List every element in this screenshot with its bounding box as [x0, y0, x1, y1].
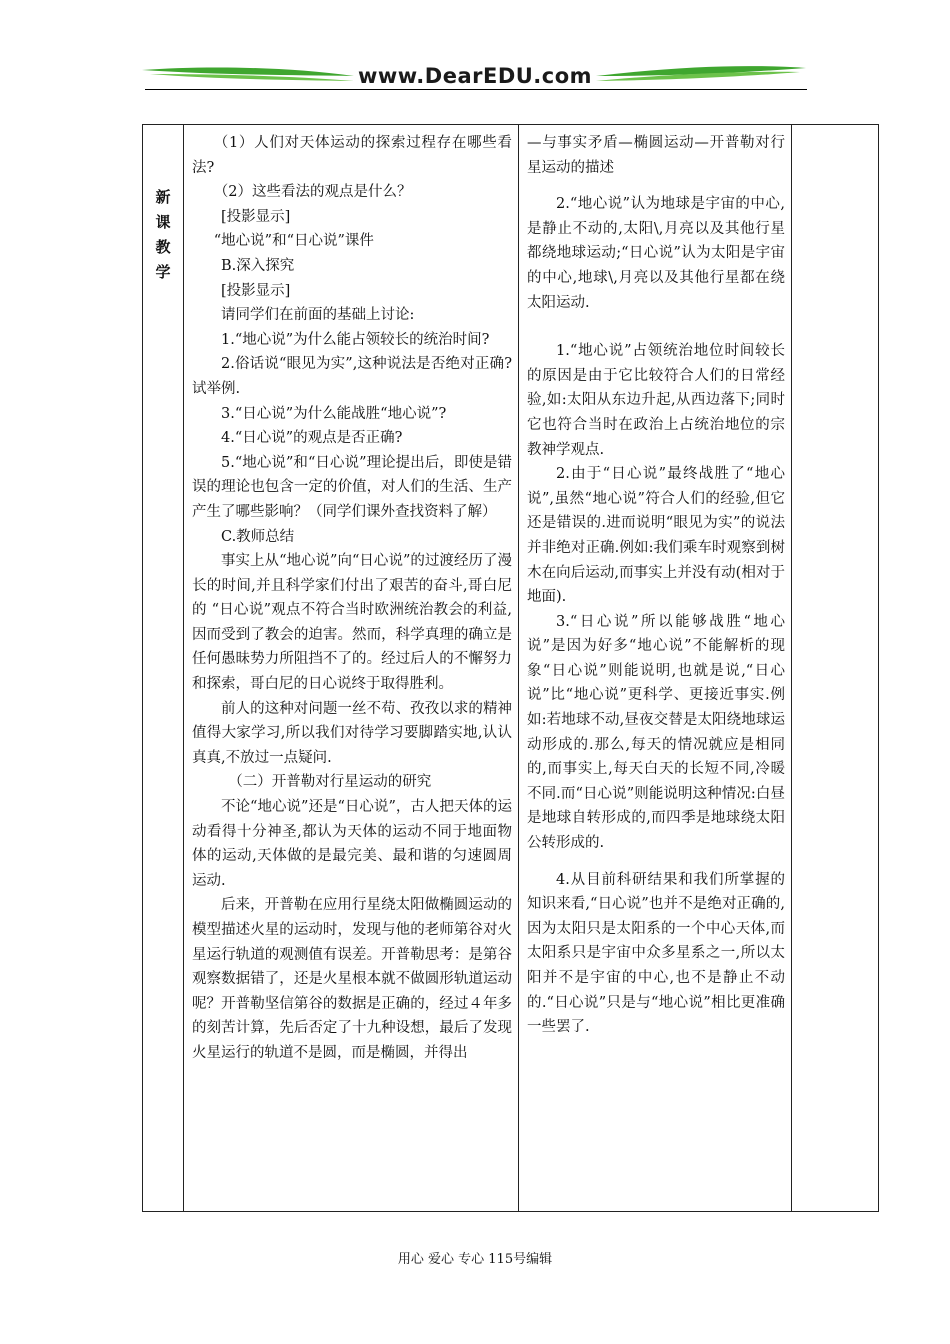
paragraph: 后来，开普勒在应用行星绕太阳做椭圆运动的模型描述火星的运动时，发现与他的老师第谷对火星运行轨道的观测值有误差。开普勒思考：是第谷观察数据错了，还是火星根本就不做圆形轨道运动呢？开普勒坚信第谷的数据是正确的，经过４年多的刻苦计算，先后否定了十九种设想，最后了发现火星运行的轨道不是圆，而是椭圆，并得出	[192, 897, 512, 1061]
paragraph: 4.“日心说”的观点是否正确?	[221, 430, 403, 447]
section-label-cell	[143, 125, 184, 1212]
header-rule	[145, 89, 807, 90]
spacer	[527, 180, 785, 192]
section-label-char: 教	[155, 238, 171, 256]
student-activity-text	[519, 125, 791, 1040]
notes-cell	[792, 125, 879, 1212]
page-header	[140, 60, 810, 96]
paragraph: 请同学们在前面的基础上讨论:	[221, 307, 415, 324]
paragraph: “地心说”和“日心说”课件	[213, 233, 374, 250]
paragraph: （1）人们对天体运动的探索过程存在哪些看法?	[192, 135, 512, 176]
paragraph: 前人的这种对问题一丝不苟、孜孜以求的精神值得大家学习,所以我们对待学习要脚踏实地,认认真真,不放过一点疑问.	[192, 700, 512, 766]
paragraph: （2）这些看法的观点是什么？	[213, 184, 412, 201]
paragraph: 2.“地心说”认为地球是宇宙的中心,是静止不动的,太阳\,月亮以及其他行星都绕地球运动;“日心说”认为太阳是宇宙的中心,地球\,月亮以及其他行星都在绕太阳运动.	[527, 196, 785, 311]
paragraph: —与事实矛盾—椭圆运动—开普勒对行星运动的描述	[527, 135, 785, 176]
paragraph: 1.“地心说”占领统治地位时间较长的原因是由于它比较符合人们的日常经验,如:太阳从东边升起,从西边落下;同时它也符合当时在政治上占统治地位的宗教神学观点.	[527, 343, 785, 458]
page-footer: 用心 爱心 专心 115号编辑	[397, 1252, 553, 1267]
paragraph: 3.“日心说”为什么能战胜“地心说”?	[221, 405, 447, 422]
section-label-char: 新	[155, 188, 171, 206]
paragraph: [投影显示]	[221, 282, 291, 299]
paragraph: 3.“日心说”所以能够战胜“地心说”是因为好多“地心说”不能解析的现象“日心说”则能说明,也就是说,“日心说”比“地心说”更科学、更接近事实.例如:若地球不动,昼夜交替是太阳绕地球运动形成的.那么,每天的情况就应是相同的,而事实上,每天白天的长短不同,冷暖不同.而“日心说”则能说明这种情况:白昼是地球自转形成的,而四季是地球绕太阳公转形成的.	[527, 613, 785, 852]
spacer	[527, 315, 785, 339]
paragraph: 事实上从“地心说”向“日心说”的过渡经历了漫长的时间,并且科学家们付出了艰苦的奋斗,哥白尼的 “日心说”观点不符合当时欧洲统治教会的利益,因而受到了教会的迫害。然而，科学真理的确立是任何愚昧势力所阻挡不了的。经过后人的不懈努力和探索，哥白尼的日心说终于取得胜利。	[192, 553, 512, 693]
lesson-table	[142, 124, 879, 1212]
paragraph: 2.俗话说“眼见为实”,这种说法是否绝对正确?试举例.	[192, 356, 512, 397]
spacer	[527, 856, 785, 868]
paragraph: 2.由于“日心说”最终战胜了“地心说”,虽然“地心说”符合人们的经验,但它还是错误的.进而说明“眼见为实”的说法并非绝对正确.例如:我们乘车时观察到树木在向后运动,而事实上并没有动(相对于地面).	[527, 466, 785, 606]
paragraph: B.深入探究	[221, 257, 295, 274]
student-activity-cell	[519, 125, 792, 1212]
paragraph: 5.“地心说”和“日心说”理论提出后，即使是错误的理论也包含一定的价值，对人们的生活、生产产生了哪些影响？（同学们课外查找资料了解）	[192, 454, 512, 520]
paragraph: 4.从目前科研结果和我们所掌握的知识来看,“日心说”也并不是绝对正确的,因为太阳只是太阳系的一个中心天体,而太阳系只是宇宙中众多星系之一,所以太阳并不是宇宙的中心,也不是静止不动的.“日心说”只是与“地心说”相比更准确一些罢了.	[527, 871, 785, 1036]
paragraph: 不论“地心说”还是“日心说”，古人把天体的运动看得十分神圣,都认为天体的运动不同于地面物体的运动,天体做的是最完美、最和谐的匀速圆周运动.	[192, 799, 512, 889]
teacher-activity-text	[184, 125, 518, 1066]
section-label	[155, 185, 171, 285]
site-brand: www.DearEDU.com	[357, 64, 593, 88]
section-label-char: 学	[155, 263, 171, 281]
paragraph: 1.“地心说”为什么能占领较长的统治时间?	[221, 331, 490, 348]
paragraph: [投影显示]	[221, 208, 291, 225]
paragraph: C.教师总结	[221, 528, 295, 545]
section-label-char: 课	[155, 213, 171, 231]
teacher-activity-cell	[184, 125, 519, 1212]
paragraph: （二）开普勒对行星运动的研究	[228, 774, 432, 791]
